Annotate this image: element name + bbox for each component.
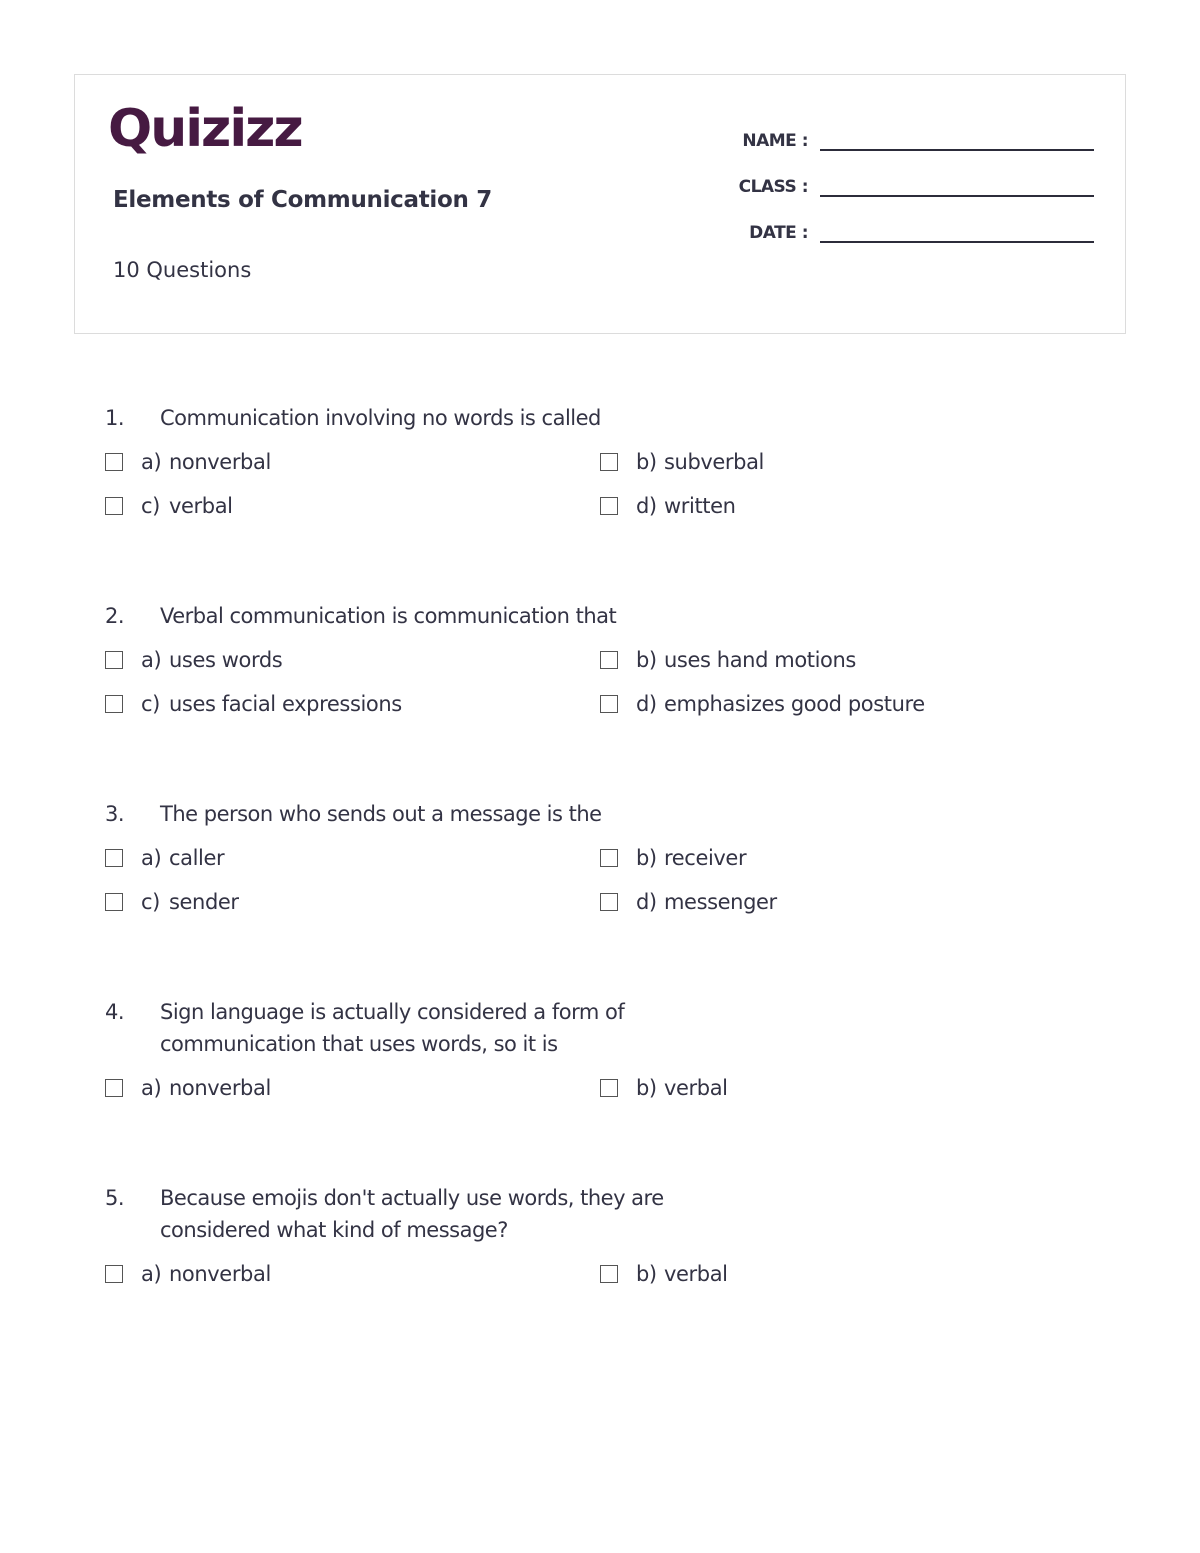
option-letter: a) xyxy=(141,846,162,870)
checkbox[interactable] xyxy=(105,497,123,515)
date-line[interactable] xyxy=(820,217,1094,243)
worksheet-header xyxy=(74,74,1126,334)
option-text: verbal xyxy=(169,494,233,518)
option-c[interactable] xyxy=(105,886,600,918)
checkbox[interactable] xyxy=(105,1265,123,1283)
question-text: Communication involving no words is called xyxy=(160,406,601,430)
option-text: verbal xyxy=(664,1262,728,1286)
checkbox[interactable] xyxy=(105,695,123,713)
option-text: uses facial expressions xyxy=(169,692,402,716)
date-label: DATE : xyxy=(749,223,808,243)
option-letter: b) xyxy=(636,1262,657,1286)
option-b[interactable] xyxy=(600,842,1000,874)
checkbox[interactable] xyxy=(105,453,123,471)
option-letter: a) xyxy=(141,1262,162,1286)
option-letter: b) xyxy=(636,648,657,672)
checkbox[interactable] xyxy=(600,651,618,669)
question-4 xyxy=(105,996,1005,1104)
question-text: The person who sends out a message is the xyxy=(160,802,602,826)
option-a[interactable] xyxy=(105,1072,600,1104)
option-letter: b) xyxy=(636,1076,657,1100)
checkbox[interactable] xyxy=(105,1079,123,1097)
options-grid xyxy=(105,446,1005,522)
option-b[interactable] xyxy=(600,1258,1000,1290)
option-d[interactable] xyxy=(600,490,1000,522)
option-text: nonverbal xyxy=(169,1076,271,1100)
name-field xyxy=(718,121,1094,151)
option-letter: d) xyxy=(636,692,657,716)
checkbox[interactable] xyxy=(600,695,618,713)
option-letter: a) xyxy=(141,648,162,672)
option-a[interactable] xyxy=(105,1258,600,1290)
checkbox[interactable] xyxy=(600,849,618,867)
name-label: NAME : xyxy=(742,131,808,151)
option-letter: c) xyxy=(141,692,160,716)
question-text: Sign language is actually considered a form of communication that uses words, so it is xyxy=(160,1000,625,1056)
option-letter: a) xyxy=(141,1076,162,1100)
checkbox[interactable] xyxy=(105,651,123,669)
question-number: 3. xyxy=(105,802,125,826)
option-a[interactable] xyxy=(105,446,600,478)
option-b[interactable] xyxy=(600,446,1000,478)
checkbox[interactable] xyxy=(105,893,123,911)
option-b[interactable] xyxy=(600,1072,1000,1104)
checkbox[interactable] xyxy=(105,849,123,867)
option-text: written xyxy=(664,494,736,518)
option-text: messenger xyxy=(664,890,777,914)
option-text: uses words xyxy=(169,648,283,672)
options-grid xyxy=(105,842,1005,918)
worksheet-title: Elements of Communication 7 xyxy=(113,187,493,213)
option-letter: d) xyxy=(636,494,657,518)
option-letter: b) xyxy=(636,846,657,870)
option-letter: b) xyxy=(636,450,657,474)
option-letter: d) xyxy=(636,890,657,914)
date-field xyxy=(718,213,1094,243)
option-text: caller xyxy=(169,846,225,870)
option-letter: c) xyxy=(141,494,160,518)
question-3 xyxy=(105,798,1005,918)
name-line[interactable] xyxy=(820,125,1094,151)
class-label: CLASS : xyxy=(738,177,808,197)
option-letter: c) xyxy=(141,890,160,914)
checkbox[interactable] xyxy=(600,497,618,515)
question-2 xyxy=(105,600,1005,720)
question-text: Verbal communication is communication that xyxy=(160,604,617,628)
option-c[interactable] xyxy=(105,688,600,720)
option-text: subverbal xyxy=(664,450,764,474)
option-d[interactable] xyxy=(600,688,1000,720)
question-number: 4. xyxy=(105,1000,125,1024)
question-5 xyxy=(105,1182,1005,1290)
option-text: receiver xyxy=(664,846,747,870)
options-grid xyxy=(105,644,1005,720)
quizizz-logo: Quizizz xyxy=(108,99,302,159)
option-b[interactable] xyxy=(600,644,1000,676)
question-count: 10 Questions xyxy=(113,258,252,282)
question-number: 2. xyxy=(105,604,125,628)
question-1 xyxy=(105,402,1005,522)
option-letter: a) xyxy=(141,450,162,474)
option-text: sender xyxy=(169,890,239,914)
options-grid xyxy=(105,1072,1005,1104)
question-number: 5. xyxy=(105,1186,125,1210)
checkbox[interactable] xyxy=(600,893,618,911)
option-a[interactable] xyxy=(105,644,600,676)
question-number: 1. xyxy=(105,406,125,430)
checkbox[interactable] xyxy=(600,1265,618,1283)
option-c[interactable] xyxy=(105,490,600,522)
option-text: nonverbal xyxy=(169,450,271,474)
option-d[interactable] xyxy=(600,886,1000,918)
option-text: verbal xyxy=(664,1076,728,1100)
option-text: emphasizes good posture xyxy=(664,692,925,716)
question-text: Because emojis don't actually use words, they are considered what kind of message? xyxy=(160,1186,664,1242)
class-line[interactable] xyxy=(820,171,1094,197)
checkbox[interactable] xyxy=(600,1079,618,1097)
option-text: nonverbal xyxy=(169,1262,271,1286)
class-field xyxy=(718,167,1094,197)
options-grid xyxy=(105,1258,1005,1290)
option-a[interactable] xyxy=(105,842,600,874)
checkbox[interactable] xyxy=(600,453,618,471)
option-text: uses hand motions xyxy=(664,648,856,672)
